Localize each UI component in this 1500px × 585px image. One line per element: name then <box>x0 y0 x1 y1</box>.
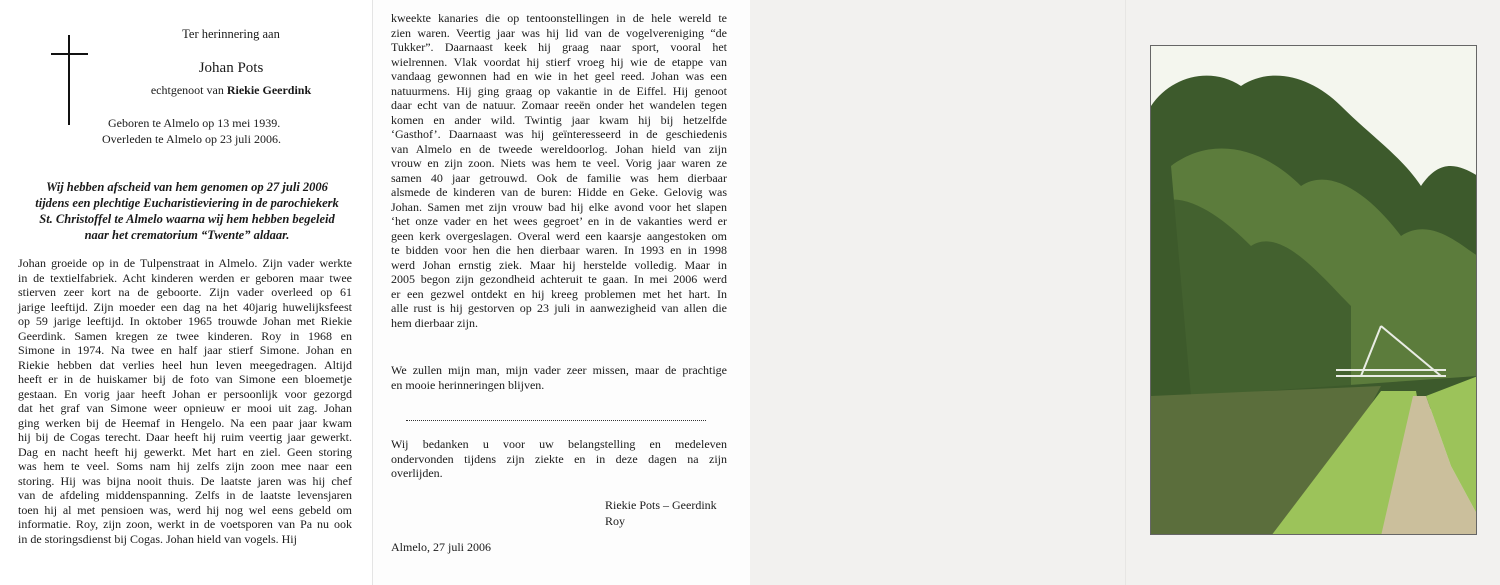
text-line: in de textielfabriek. Acht kinderen werden er geboren maar twee <box>18 270 352 285</box>
text-line: overlijden. <box>391 466 443 480</box>
signature-line-1: Riekie Pots – Geerdink <box>605 498 717 512</box>
spouse-name: Riekie Geerdink <box>226 83 312 97</box>
cross-icon <box>68 35 70 125</box>
text-line: te bidden voor hen die hen dierbaar waren. In 1993 en in 1998 <box>391 243 727 257</box>
thanks-text <box>391 437 727 481</box>
service-line-4: naar het crematorium “Twente” aldaar. <box>84 228 290 242</box>
text-line: informatie. Roy, zijn zoon, werkt in de voetsporen van Pa nu ook <box>18 517 352 531</box>
place-date: Almelo, 27 juli 2006 <box>391 540 491 554</box>
text-line: wielrennen. Vlak voordat hij stierf vroeg hij wie de etappe van <box>391 54 727 69</box>
text-line: in de storingsdienst bij Cogas. Johan hield van vogels. Hij <box>18 531 297 546</box>
service-line-3: St. Christoffel te Almelo waarna wij hem hebben begeleid <box>39 212 335 226</box>
text-line: en mooie herinneringen blijven. <box>391 377 545 392</box>
text-line: Johan groeide op in de Tulpenstraat in Almelo. Zijn vader werkte <box>18 256 352 270</box>
text-line: van de afdeling middenspanning. Zelfs in de laatste levensjaren <box>18 488 352 502</box>
spouse-line: echtgenoot van Riekie Geerdink <box>150 83 312 97</box>
text-line: heeft er in de huiskamer bij de foto van Simone een bloemetje <box>18 372 352 386</box>
text-line: storing. Hij was bijna nooit thuis. De laatste jaren was hij chef <box>18 473 352 488</box>
text-line: vrouw en zijn zoon. Niets was hem te veel. Vorig jaar waren ze <box>391 156 727 170</box>
biography-left-text <box>18 256 352 546</box>
card-fold-line <box>1125 0 1127 585</box>
text-line: ‘Gasthof’. Daarnaast was hij geïnteresseerd in de geschiedenis <box>391 127 727 141</box>
text-line: geen kerk overgeslagen. Overal werd een kaarsje aangestoken om <box>391 228 727 243</box>
text-line: Wij bedanken u voor uw belangstelling en medeleven <box>391 437 727 451</box>
biography-right-text <box>391 11 727 330</box>
card-middle-panel <box>372 0 750 585</box>
text-line: vandaag gewonnen had en wie in het geel reed. Johan was een <box>391 69 727 83</box>
card-left-panel <box>0 0 372 585</box>
service-line-2: tijdens een plechtige Eucharistieviering in de parochiekerk <box>35 196 339 210</box>
text-line: 2005 begon zijn gezondheid achteruit te gaan. In mei 2006 werd <box>391 272 727 286</box>
text-line: dat het graf van Simone weer opnieuw er mooi uit zag. Johan <box>18 401 352 415</box>
closing-text <box>391 363 727 392</box>
death-line: Overleden te Almelo op 23 juli 2006. <box>102 132 281 146</box>
text-line: Johan. Samen met zijn vrouw bad hij elke avond voor het slapen <box>391 199 727 214</box>
text-line: hij bij de Cogas terecht. Daar heeft hij ruim veertig jaar gewerkt. <box>18 430 352 444</box>
text-line: van Almelo en de tweede wereldoorlog. Johan hield van zijn <box>391 141 727 156</box>
text-line: zien waren. Veertig jaar was hij lid van de vogelvereniging “de <box>391 25 727 40</box>
remembrance-heading: Ter herinnering aan <box>182 27 280 41</box>
text-line: Dag en nacht heeft hij gewerkt. Met hart en ziel. Geen storing <box>18 444 352 459</box>
text-line: er een gezwel ontdekt en hij kreeg problemen met het hart. In <box>391 286 727 301</box>
text-line: werd Johan ernstig ziek. Maar hij herstelde volledig. Maar in <box>391 257 727 272</box>
text-line: ging werken bij de Heemaf in Hengelo. Na een paar jaar kwam <box>18 415 352 430</box>
birth-line: Geboren te Almelo op 13 mei 1939. <box>108 116 281 130</box>
service-line-1: Wij hebben afscheid van hem genomen op 27 juli 2006 <box>46 180 328 194</box>
text-line: Riekie hebben dat verlies heel hun leven meegedragen. Altijd <box>18 357 352 372</box>
dotted-divider <box>406 420 706 421</box>
text-line: ondervonden tijdens zijn ziekte en in deze dagen na zijn <box>391 451 727 466</box>
text-line: We zullen mijn man, mijn vader zeer missen, maar de prachtige <box>391 363 727 377</box>
text-line: Geerdink. Samen kregen ze twee kinderen. Roy in 1968 en <box>18 328 352 343</box>
deceased-name: Johan Pots <box>198 60 264 76</box>
text-line: alsmede de kinderen van de buren: Hidde en Geke. Gelovig was <box>391 185 727 199</box>
text-line: kweekte kanaries die op tentoonstellingen in de hele wereld te <box>391 11 727 25</box>
text-line: samen 40 jaar getrouwd. Ook de familie was hem dierbaar <box>391 170 727 185</box>
text-line: Tukker”. Daarnaast keek hij graag naar sport, vooral het <box>391 40 727 54</box>
text-line: was hem te veel. Soms nam hij zelfs zijn zoon mee naar een <box>18 459 352 473</box>
signature-line-2: Roy <box>605 514 626 528</box>
text-line: toen hij al met pensioen was, werd hij nog wel eens gebeld om <box>18 502 352 517</box>
text-line: jarige leeftijd. Zijn moeder een dag na het 40jarig huwelijksfeest <box>18 299 352 314</box>
text-line: ‘het onze vader en het wees gegroet’ en in de vakanties werd er <box>391 214 727 228</box>
text-line: daar echt van de natuur. Zomaar reeën onder het wandelen tegen <box>391 98 727 112</box>
text-line: hem dierbaar zijn. <box>391 315 478 330</box>
canal-path-photo-icon <box>1151 46 1477 535</box>
text-line: natuurmens. Hij ging graag op vakantie in de Eiffel. Hij genoot <box>391 83 727 98</box>
cross-icon-bar <box>51 53 88 55</box>
text-line: gestaan. En vorig jaar heeft Johan er persoonlijk voor gezorgd <box>18 386 352 401</box>
text-line: op 59 jarige leeftijd. In oktober 1965 trouwde Johan met Riekie <box>18 314 352 328</box>
text-line: komen en ander wild. Twintig jaar kwam hij bij hetzelfde <box>391 112 727 127</box>
landscape-photo <box>1150 45 1477 535</box>
text-line: stierven zeer kort na de geboorte. Zijn vader overleed op 61 <box>18 285 352 299</box>
text-line: alle rust is hij gestorven op 23 juli in aanwezigheid van allen die <box>391 301 727 315</box>
text-line: Simone in 1974. Na twee en half jaar stierf Simone. Johan en <box>18 343 352 357</box>
